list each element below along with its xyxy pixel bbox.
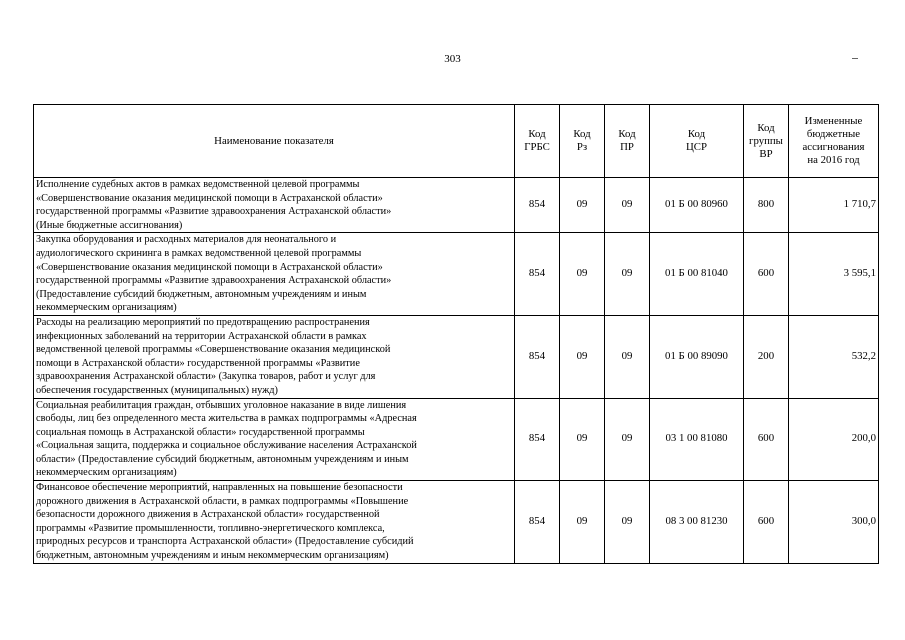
row-amount: 532,2 [789, 315, 879, 398]
row-grbs: 854 [515, 315, 560, 398]
row-name: Социальная реабилитация граждан, отбывших уголовное наказание в виде лишения свободы, лиц без определенного места жительства в рамках подпрограммы «Адресная социальная помощь в Астраханской области» государственной программы «Социальная защита, поддержка и социальное обслуживание населения Астраханской области» (Предоставление субсидий бюджетным, автономным учреждениям и иным некоммерческим организациям) [34, 398, 515, 481]
stray-mark [852, 58, 858, 59]
row-csr: 03 1 00 81080 [650, 398, 744, 481]
header-amount: Измененные бюджетные ассигнования на 2016 год [789, 105, 879, 178]
row-vr: 600 [744, 481, 789, 564]
row-grbs: 854 [515, 398, 560, 481]
table-row [34, 315, 879, 398]
table-row [34, 481, 879, 564]
row-pr: 09 [605, 481, 650, 564]
header-vr: Код группы ВР [744, 105, 789, 178]
row-csr: 08 3 00 81230 [650, 481, 744, 564]
page-number: 303 [444, 53, 461, 65]
row-pr: 09 [605, 315, 650, 398]
row-name: Расходы на реализацию мероприятий по предотвращению распространения инфекционных заболеваний на территории Астраханской области в рамках ведомственной целевой программы «Совершенствование оказания медицинской помощи в Астраханской области» государственной программы «Развитие здравоохранения Астраханской области» (Закупка товаров, работ и услуг для обеспечения государственных (муниципальных) нужд) [34, 315, 515, 398]
row-pr: 09 [605, 233, 650, 316]
row-rz: 09 [560, 233, 605, 316]
table-row [34, 398, 879, 481]
row-grbs: 854 [515, 481, 560, 564]
row-rz: 09 [560, 398, 605, 481]
row-rz: 09 [560, 481, 605, 564]
row-vr: 200 [744, 315, 789, 398]
row-amount: 1 710,7 [789, 178, 879, 233]
row-name: Финансовое обеспечение мероприятий, направленных на повышение безопасности дорожного движения в Астраханской области, в рамках подпрограммы «Повышение безопасности дорожного движения в Астраханской области» государственной программы «Развитие промышленности, топливно-энергетического комплекса, природных ресурсов и транспорта Астраханской области» (Предоставление субсидий бюджетным, автономным учреждениям и иным некоммерческим организациям) [34, 481, 515, 564]
header-csr: Код ЦСР [650, 105, 744, 178]
row-name: Закупка оборудования и расходных материалов для неонатального и аудиологического скрининга в рамках ведомственной целевой программы «Совершенствование оказания медицинской помощи в Астраханской области» государственной программы «Развитие здравоохранения Астраханской области» (Предоставление субсидий бюджетным, автономным учреждениям и иным некоммерческим организациям) [34, 233, 515, 316]
row-name: Исполнение судебных актов в рамках ведомственной целевой программы «Совершенствование оказания медицинской помощи в Астраханской области» государственной программы «Развитие здравоохранения Астраханской области» (Иные бюджетные ассигнования) [34, 178, 515, 233]
row-pr: 09 [605, 398, 650, 481]
row-grbs: 854 [515, 233, 560, 316]
row-vr: 600 [744, 233, 789, 316]
row-amount: 3 595,1 [789, 233, 879, 316]
row-vr: 800 [744, 178, 789, 233]
table-row [34, 178, 879, 233]
budget-table [33, 104, 879, 564]
row-vr: 600 [744, 398, 789, 481]
row-pr: 09 [605, 178, 650, 233]
header-pr: Код ПР [605, 105, 650, 178]
row-amount: 300,0 [789, 481, 879, 564]
row-amount: 200,0 [789, 398, 879, 481]
row-grbs: 854 [515, 178, 560, 233]
header-grbs: Код ГРБС [515, 105, 560, 178]
table-row [34, 233, 879, 316]
row-rz: 09 [560, 315, 605, 398]
row-rz: 09 [560, 178, 605, 233]
header-row [34, 105, 879, 178]
row-csr: 01 Б 00 80960 [650, 178, 744, 233]
row-csr: 01 Б 00 81040 [650, 233, 744, 316]
header-name: Наименование показателя [34, 105, 515, 178]
row-csr: 01 Б 00 89090 [650, 315, 744, 398]
header-rz: Код Рз [560, 105, 605, 178]
